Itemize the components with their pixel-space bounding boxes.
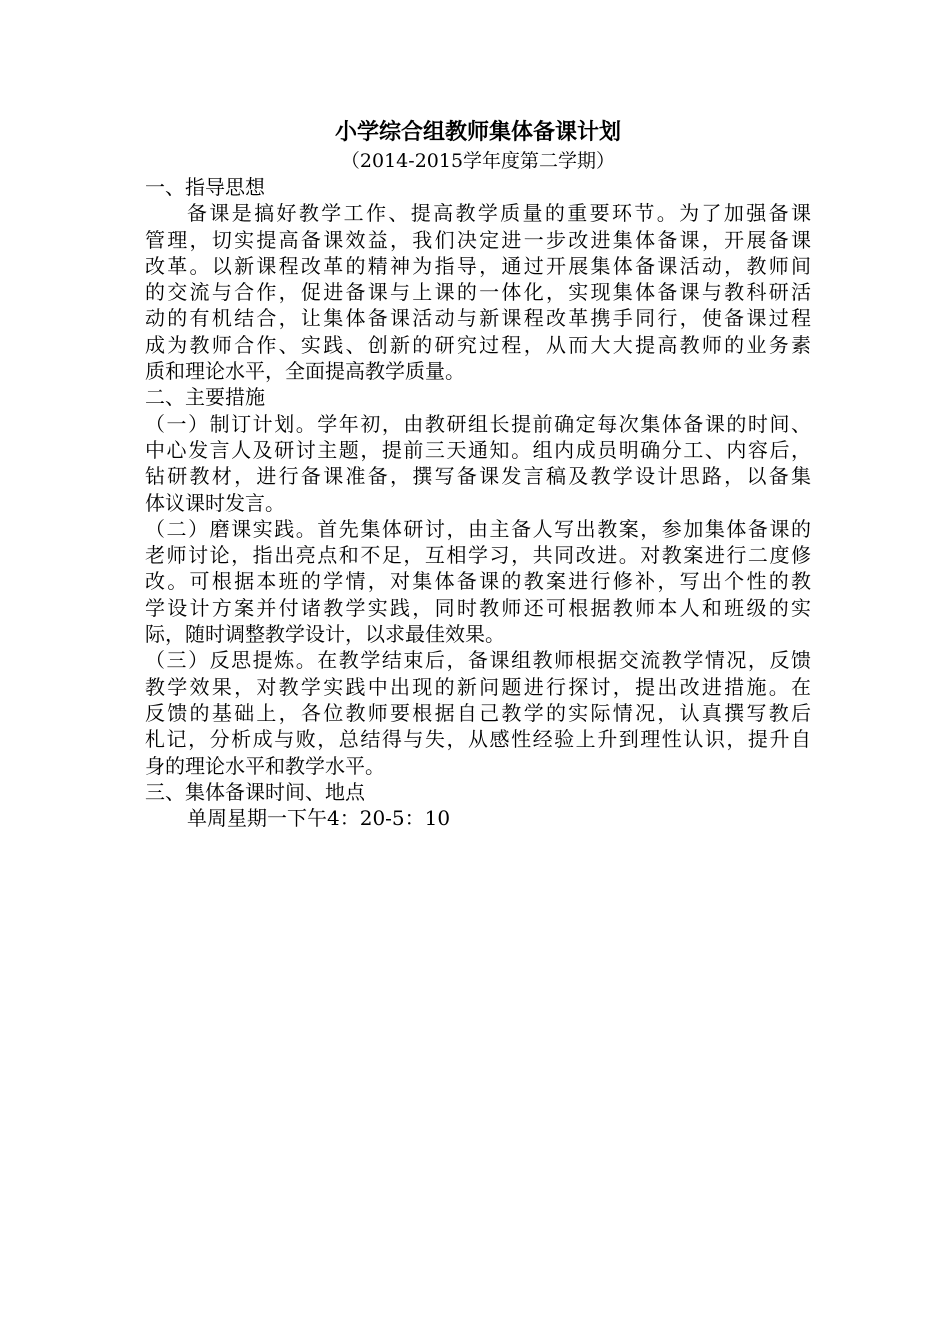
paragraph-line: 备课是搞好教学工作、提高教学质量的重要环节。为了加强备课 xyxy=(187,201,811,226)
paragraph-line: 管理，切实提高备课效益，我们决定进一步改进集体备课，开展备课 xyxy=(145,227,811,252)
paragraph-line: 改。可根据本班的学情，对集体备课的教案进行修补，写出个性的教 xyxy=(145,569,811,594)
paragraph-line: 教学效果，对教学实践中出现的新问题进行探讨，提出改进措施。在 xyxy=(145,674,811,699)
paragraph-line: 动的有机结合，让集体备课活动与新课程改革携手同行，使备课过程 xyxy=(145,306,811,331)
schedule-text: 单周星期一下午4：20-5：10 xyxy=(187,806,451,831)
section-heading-schedule: 三、集体备课时间、地点 xyxy=(145,779,365,804)
paragraph-line: 质和理论水平，全面提高教学质量。 xyxy=(145,359,465,384)
paragraph-line: 札记，分析成与败，总结得与失，从感性经验上升到理性认识，提升自 xyxy=(145,727,811,752)
paragraph-line: 成为教师合作、实践、创新的研究过程，从而大大提高教师的业务素 xyxy=(145,332,811,357)
paragraph-line: 中心发言人及研讨主题，提前三天通知。组内成员明确分工、内容后， xyxy=(145,437,811,462)
section-heading-guiding-ideology: 一、指导思想 xyxy=(145,175,265,199)
paragraph-line: 际，随时调整教学设计，以求最佳效果。 xyxy=(145,622,505,647)
paragraph-line: （三）反思提炼。在教学结束后，备课组教师根据交流教学情况，反馈 xyxy=(145,648,811,673)
paragraph-line: 反馈的基础上，各位教师要根据自己教学的实际情况，认真撰写教后 xyxy=(145,700,811,725)
document-title: 小学综合组教师集体备课计划 xyxy=(334,120,621,145)
document-page xyxy=(145,118,811,831)
paragraph-line: （二）磨课实践。首先集体研讨，由主备人写出教案，参加集体备课的 xyxy=(145,516,811,541)
paragraph-line: 学设计方案并付诸教学实践，同时教师还可根据教师本人和班级的实 xyxy=(145,595,811,620)
paragraph-line: 身的理论水平和教学水平。 xyxy=(145,753,385,778)
paragraph-line: 的交流与合作，促进备课与上课的一体化，实现集体备课与教科研活 xyxy=(145,280,811,305)
section-heading-main-measures: 二、主要措施 xyxy=(145,385,265,410)
document-subtitle: （2014-2015学年度第二学期） xyxy=(340,150,616,172)
paragraph-line: 钻研教材，进行备课准备，撰写备课发言稿及教学设计思路，以备集 xyxy=(145,464,811,489)
paragraph-line: （一）制订计划。学年初，由教研组长提前确定每次集体备课的时间、 xyxy=(145,411,811,436)
paragraph-line: 老师讨论，指出亮点和不足，互相学习，共同改进。对教案进行二度修 xyxy=(145,543,811,568)
paragraph-line: 体议课时发言。 xyxy=(145,490,285,515)
paragraph-line: 改革。以新课程改革的精神为指导，通过开展集体备课活动，教师间 xyxy=(145,253,811,278)
